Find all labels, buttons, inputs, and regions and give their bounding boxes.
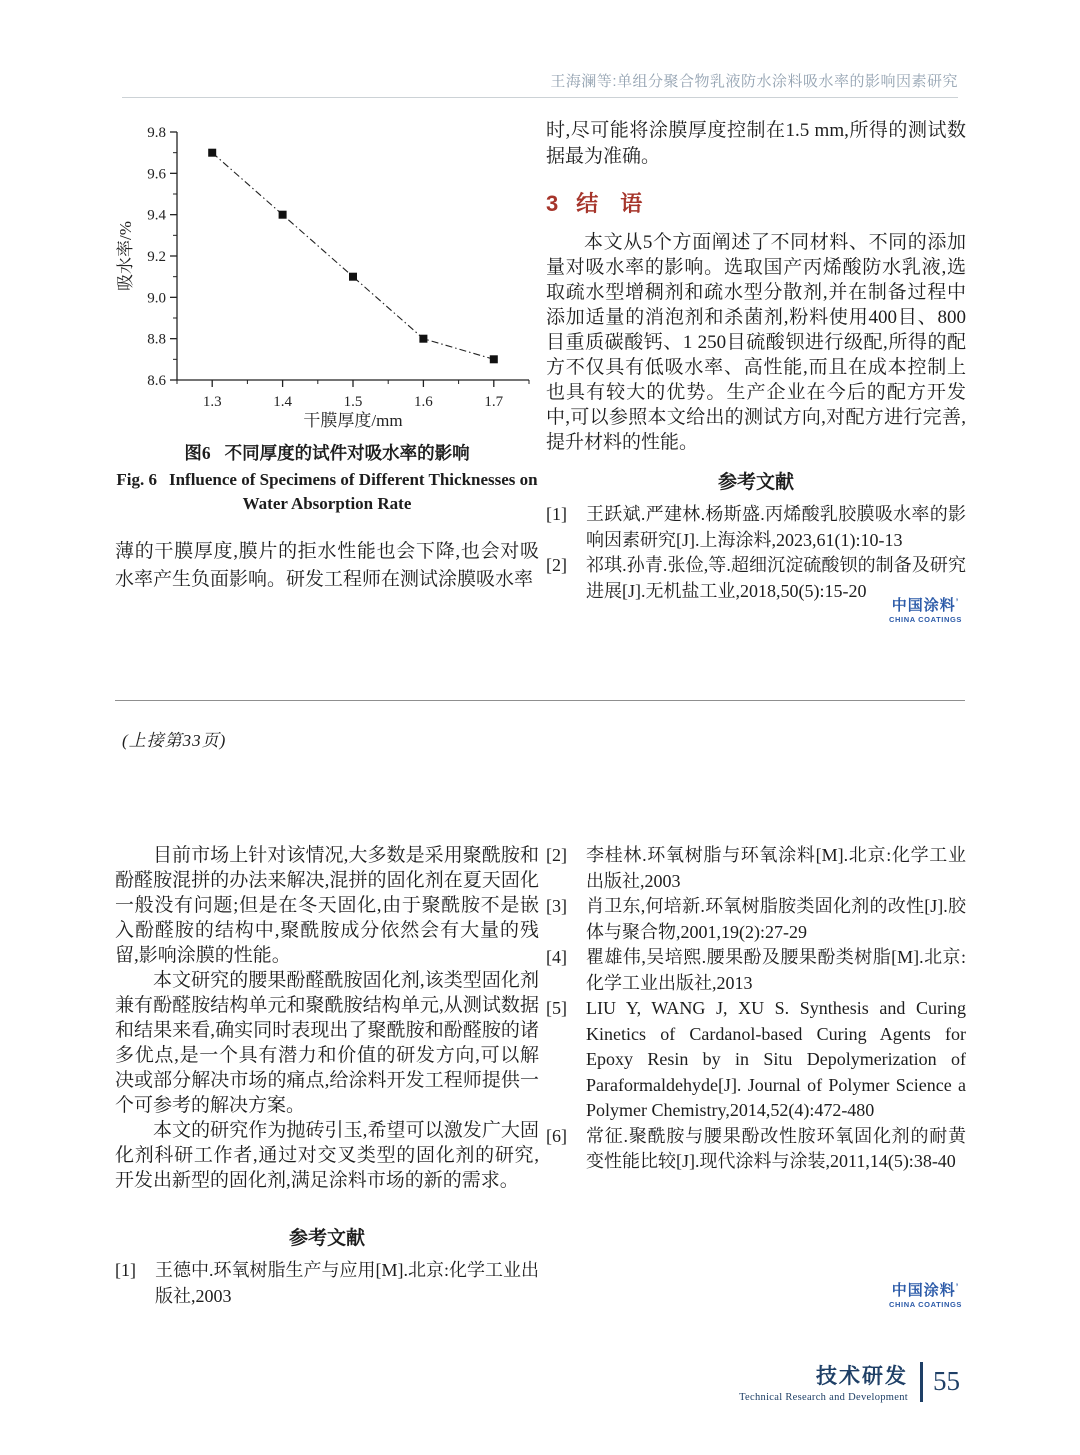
reference-number: [2] bbox=[546, 845, 567, 865]
svg-text:1.7: 1.7 bbox=[484, 394, 504, 410]
reference-number: [6] bbox=[546, 1125, 567, 1146]
logo-text-en: CHINA COATINGS bbox=[889, 615, 962, 624]
page-footer bbox=[739, 1360, 960, 1403]
section-divider bbox=[115, 700, 965, 701]
reference-item bbox=[115, 1258, 539, 1309]
footer-section-zh: 技术研发 bbox=[816, 1365, 908, 1388]
section-number: 3 bbox=[546, 191, 559, 216]
reference-number: [1] bbox=[115, 1260, 136, 1280]
figure-title-en-line2: Water Absorption Rate bbox=[242, 494, 412, 513]
references-heading: 参考文献 bbox=[288, 1228, 365, 1249]
right-column-top bbox=[546, 118, 966, 604]
figure-number-zh: 图6 bbox=[184, 443, 211, 463]
reference-text: LIU Y, WANG J, XU S. Synthesis and Curing Kinetics of Cardanol-based Curing Agents for Epoxy Resin by in Situ Depolymerization of Paraformaldehyde[J]. Journal of Polymer Science a Polymer Chemistry,2014,52(4):472-480 bbox=[586, 998, 966, 1120]
reference-number: [1] bbox=[546, 504, 567, 524]
reference-number: [4] bbox=[546, 947, 567, 967]
reference-number: [5] bbox=[546, 998, 567, 1018]
china-coatings-logo bbox=[889, 598, 962, 624]
svg-text:8.8: 8.8 bbox=[147, 331, 166, 348]
reference-text: 祁琪.孙青.张俭,等.超细沉淀硫酸钡的制备及研究进展[J].无机盐工业,2018,50(5):15-20 bbox=[586, 555, 966, 601]
conclusion-paragraph: 本文从5个方面阐述了不同材料、不同的添加量对吸水率的影响。选取国产丙烯酸防水乳液,选取疏水型增稠剂和疏水型分散剂,并在制备过程中添加适量的消泡剂和杀菌剂,粉料使用400目、800目重质碳酸钙、1 250目硫酸钡进行级配,所得的配方不仅具有低吸水率、高性能,而且在成本控制上也具有较大的优势。生产企业在今后的配方开发中,可以参照本文给出的测试方向,对配方进行完善,提升材料的性能。 bbox=[546, 232, 966, 453]
figure-number-en: Fig. 6 bbox=[116, 470, 157, 489]
right-column-bottom bbox=[546, 843, 966, 1175]
reference-item bbox=[546, 502, 966, 553]
reference-text: 常征.聚酰胺与腰果酚改性胺环氧固化剂的耐黄变性能比较[J].现代涂料与涂装,2011,14(5):38-40 bbox=[586, 1125, 966, 1171]
footer-section-en: Technical Research and Development bbox=[739, 1392, 908, 1403]
figure-caption bbox=[115, 440, 539, 516]
paragraph: 本文的研究作为抛砖引玉,希望可以激发广大固化剂科研工作者,通过对交叉类型的固化剂的研究,开发出新型的固化剂,满足涂料市场的新的需求。 bbox=[115, 1120, 539, 1191]
references-list bbox=[115, 1258, 539, 1309]
figure-title-en-line1: Influence of Specimens of Different Thicknesses on bbox=[168, 470, 538, 489]
page-number: 55 bbox=[933, 1366, 960, 1396]
reference-text: 李桂林.环氧树脂与环氧涂料[M].北京:化学工业出版社,2003 bbox=[586, 845, 966, 891]
svg-text:1.6: 1.6 bbox=[414, 394, 433, 410]
figure-title-zh: 不同厚度的试件对吸水率的影响 bbox=[224, 443, 470, 463]
svg-text:1.4: 1.4 bbox=[273, 394, 292, 410]
reference-text: 瞿雄伟,吴培熙.腰果酚及腰果酚类树脂[M].北京:化学工业出版社,2013 bbox=[586, 947, 966, 993]
reference-number: [3] bbox=[546, 896, 567, 916]
svg-text:吸水率/%: 吸水率/% bbox=[116, 221, 135, 291]
paragraph: 本文研究的腰果酚醛酰胺固化剂,该类型固化剂兼有酚醛胺结构单元和聚酰胺结构单元,从测试数据和结果来看,确实同时表现出了聚酰胺和酚醛胺的诸多优点,是一个具有潜力和价值的研发方向,可以解决或部分解决市场的痛点,给涂料开发工程师提供一个可参考的解决方案。 bbox=[115, 970, 539, 1116]
logo-trademark: ’ bbox=[955, 597, 960, 607]
running-head: 王海澜等:单组分聚合物乳液防水涂料吸水率的影响因素研究 bbox=[550, 73, 958, 90]
fig6-water-absorption-chart bbox=[115, 120, 539, 432]
svg-text:9.0: 9.0 bbox=[147, 290, 166, 307]
logo-text-zh: 中国涂料’ bbox=[891, 1282, 960, 1299]
figure-caption-en bbox=[115, 468, 539, 516]
left-column-bottom bbox=[115, 843, 539, 1309]
section-heading-conclusion bbox=[546, 187, 966, 218]
paragraph: 薄的干膜厚度,膜片的拒水性能也会下降,也会对吸水率产生负面影响。研发工程师在测试涂膜吸水率 bbox=[115, 541, 539, 590]
reference-item bbox=[546, 996, 966, 1124]
paragraph: 时,尽可能将涂膜厚度控制在1.5 mm,所得的测试数据最为准确。 bbox=[546, 120, 966, 167]
logo-trademark: ’ bbox=[955, 1282, 960, 1292]
references-heading: 参考文献 bbox=[717, 472, 794, 493]
svg-text:1.3: 1.3 bbox=[202, 394, 222, 410]
references-list bbox=[546, 843, 966, 1175]
left-column-top bbox=[115, 120, 539, 594]
header-divider bbox=[122, 97, 958, 98]
section-title: 结 语 bbox=[576, 191, 643, 216]
reference-item bbox=[546, 1124, 966, 1175]
china-coatings-logo bbox=[889, 1283, 962, 1309]
reference-item bbox=[546, 843, 966, 894]
references-list bbox=[546, 502, 966, 604]
svg-text:9.2: 9.2 bbox=[147, 249, 166, 265]
reference-text: 王跃斌.严建林.杨斯盛.丙烯酸乳胶膜吸水率的影响因素研究[J].上海涂料,2023,61(1):10-13 bbox=[586, 504, 966, 550]
reference-item bbox=[546, 945, 966, 996]
reference-item bbox=[546, 894, 966, 945]
reference-text: 王德中.环氧树脂生产与应用[M].北京:化学工业出版社,2003 bbox=[155, 1260, 539, 1306]
paragraph: 目前市场上针对该情况,大多数是采用聚酰胺和酚醛胺混拼的办法来解决,混拼的固化剂在夏天固化一般没有问题;但是在冬天固化,由于聚酰胺不是嵌入酚醛胺的结构中,聚酰胺成分依然会有大量的残留,影响涂膜的性能。 bbox=[115, 845, 539, 966]
svg-text:9.4: 9.4 bbox=[147, 207, 166, 224]
logo-text-en: CHINA COATINGS bbox=[889, 1300, 962, 1309]
svg-text:9.8: 9.8 bbox=[147, 125, 166, 141]
reference-text: 肖卫东,何培新.环氧树脂胺类固化剂的改性[J].胶体与聚合物,2001,19(2):27-29 bbox=[586, 896, 966, 942]
svg-text:干膜厚度/mm: 干膜厚度/mm bbox=[303, 411, 403, 430]
logo-text-zh: 中国涂料’ bbox=[891, 597, 960, 614]
footer-divider-bar bbox=[920, 1362, 923, 1402]
figure-caption-zh bbox=[115, 440, 539, 465]
svg-text:1.5: 1.5 bbox=[343, 394, 363, 410]
reference-number: [2] bbox=[546, 555, 567, 575]
footer-section bbox=[739, 1360, 908, 1403]
svg-text:8.6: 8.6 bbox=[147, 373, 166, 389]
continuation-note: (上接第33页) bbox=[122, 731, 227, 750]
svg-text:9.6: 9.6 bbox=[147, 166, 166, 183]
